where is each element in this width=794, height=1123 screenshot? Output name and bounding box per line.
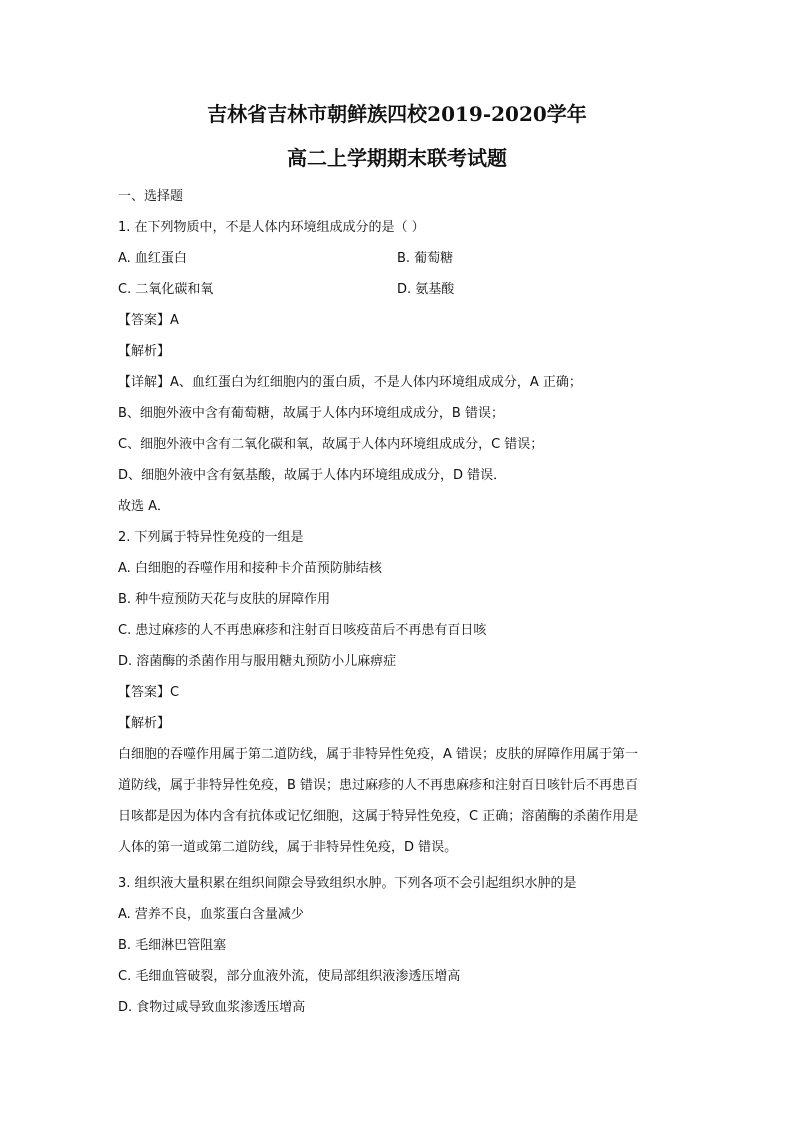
question-1-detail-3: C、细胞外液中含有二氧化碳和氧，故属于人体内环境组成成分，C 错误； [118,437,544,452]
question-3-stem: 3. 组织液大量积累在组织间隙会导致组织水肿。下列各项不会引起组织水肿的是 [118,876,577,891]
question-1-option-a: A. 血红蛋白 [118,251,187,266]
section-heading: 一、选择题 [118,189,184,204]
question-1-detail-1: 【详解】A、血红蛋白为红细胞内的蛋白质，不是人体内环境组成成分，A 正确； [118,375,582,390]
question-2-analysis-line-1: 白细胞的吞噬作用属于第二道防线，属于非特异性免疫，A 错误；皮肤的屏障作用属于第一 [118,747,639,762]
question-2-answer: 【答案】C [118,685,180,700]
question-1-detail-2: B、细胞外液中含有葡萄糖，故属于人体内环境组成成分，B 错误； [118,406,504,421]
question-1-detail-4: D、细胞外液中含有氨基酸，故属于人体内环境组成成分，D 错误． [118,468,507,483]
question-2-analysis [118,739,676,863]
question-2-analysis-line-3: 日咳都是因为体内含有抗体或记忆细胞，这属于特异性免疫，C 正确；溶菌酶的杀菌作用是 [118,809,639,824]
question-1-option-c: C. 二氧化碳和氧 [118,282,214,297]
question-1-conclusion: 故选 A． [118,499,171,514]
question-3-option-b: B. 毛细淋巴管阻塞 [118,938,227,953]
question-1-answer: 【答案】A [118,313,179,328]
question-1-analysis-label: 【解析】 [118,344,171,359]
document-title-line-2: 高二上学期期末联考试题 [287,146,507,170]
question-2-option-d: D. 溶菌酶的杀菌作用与服用糖丸预防小儿麻痹症 [118,654,397,669]
question-2-stem: 2. 下列属于特异性免疫的一组是 [118,530,304,545]
document-title-line-1: 吉林省吉林市朝鲜族四校2019-2020学年 [207,102,587,126]
question-2-option-b: B. 种牛痘预防天花与皮肤的屏障作用 [118,592,331,607]
question-1-options-row-2 [118,280,676,300]
question-1-options-row-1 [118,249,676,269]
question-3-option-a: A. 营养不良，血浆蛋白含量减少 [118,907,304,922]
question-3-option-d: D. 食物过咸导致血浆渗透压增高 [118,1000,306,1015]
question-2-option-c: C. 患过麻疹的人不再患麻疹和注射百日咳疫苗后不再患有百日咳 [118,623,487,638]
question-2-analysis-line-4: 人体的第一道或第二道防线，属于非特异性免疫，D 错误。 [118,840,458,855]
question-3-option-c: C. 毛细血管破裂，部分血液外流，使局部组织液渗透压增高 [118,969,461,984]
question-1-option-b: B. 葡萄糖 [397,251,454,266]
question-2-analysis-line-2: 道防线，属于非特异性免疫，B 错误；患过麻疹的人不再患麻疹和注射百日咳针后不再患百 [118,778,639,793]
question-1-stem: 1. 在下列物质中，不是人体内环境组成成分的是（ ） [118,220,425,235]
question-2-analysis-label: 【解析】 [118,716,171,731]
question-2-option-a: A. 白细胞的吞噬作用和接种卡介苗预防肺结核 [118,561,382,576]
question-1-option-d: D. 氨基酸 [397,282,455,297]
